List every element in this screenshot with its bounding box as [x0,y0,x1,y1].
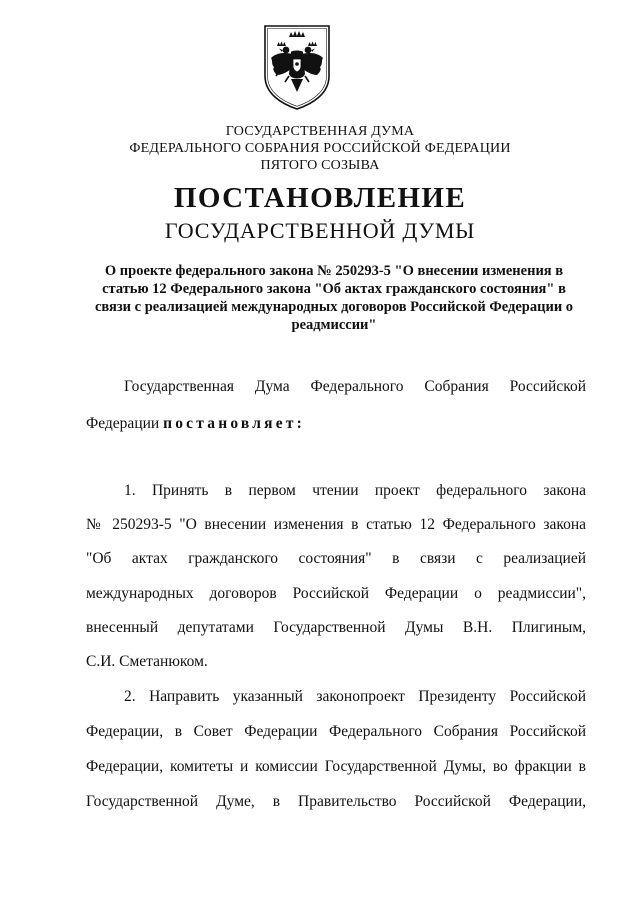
item-2-line: Федерации, в Совет Федерации Федерального Собрания Российской [86,723,586,740]
preamble-prefix: Федерации [86,415,164,432]
subject-line: статью 12 Федерального закона "Об актах гражданского состояния" в [102,281,566,297]
document-title: ПОСТАНОВЛЕНИЕ [173,182,467,214]
item-2-line: Федерации, комитеты и комиссии Государственной Думы, во фракции в [86,758,586,775]
document-subtitle: ГОСУДАРСТВЕННОЙ ДУМЫ [164,218,476,243]
coat-of-arms-double-headed-eagle-icon [262,24,332,110]
subject-line: связи с реализацией международных договоров Российской Федерации о [94,299,574,315]
item-1-line: № 250293-5 "О внесении изменения в статью 12 Федерального закона [86,516,586,533]
item-1-line: внесенный депутатами Государственной Думы В.Н. Плигиным, [86,619,586,636]
preamble-line: Государственная Дума Федерального Собрания Российской [124,378,586,395]
item-1-line: 1. Принять в первом чтении проект федерального закона [124,482,586,499]
subject-line: О проекте федерального закона № 250293-5 "О внесении изменения в [104,263,564,279]
subject-line: реадмиссии" [291,317,377,333]
item-2-line: Государственной Думе, в Правительство Российской Федерации, [86,793,586,810]
header-line-federal-assembly: ФЕДЕРАЛЬНОГО СОБРАНИЯ РОССИЙСКОЙ ФЕДЕРАЦИИ [129,141,511,156]
resolution-subject [84,262,584,334]
item-2-line: 2. Направить указанный законопроект Президенту Российской [124,688,586,705]
decree-word: постановляет: [163,415,305,432]
header-line-state-duma: ГОСУДАРСТВЕННАЯ ДУМА [225,124,415,139]
preamble-line [86,415,586,433]
coat-of-arms-emblem [262,24,332,110]
item-1-line: С.И. Сметанюком. [86,653,208,670]
item-1-line: международных договоров Российской Федерации о реадмиссии", [86,585,586,602]
item-1-line: "Об актах гражданского состояния" в связи с реализацией [86,550,586,567]
header-line-convocation: ПЯТОГО СОЗЫВА [260,158,380,173]
